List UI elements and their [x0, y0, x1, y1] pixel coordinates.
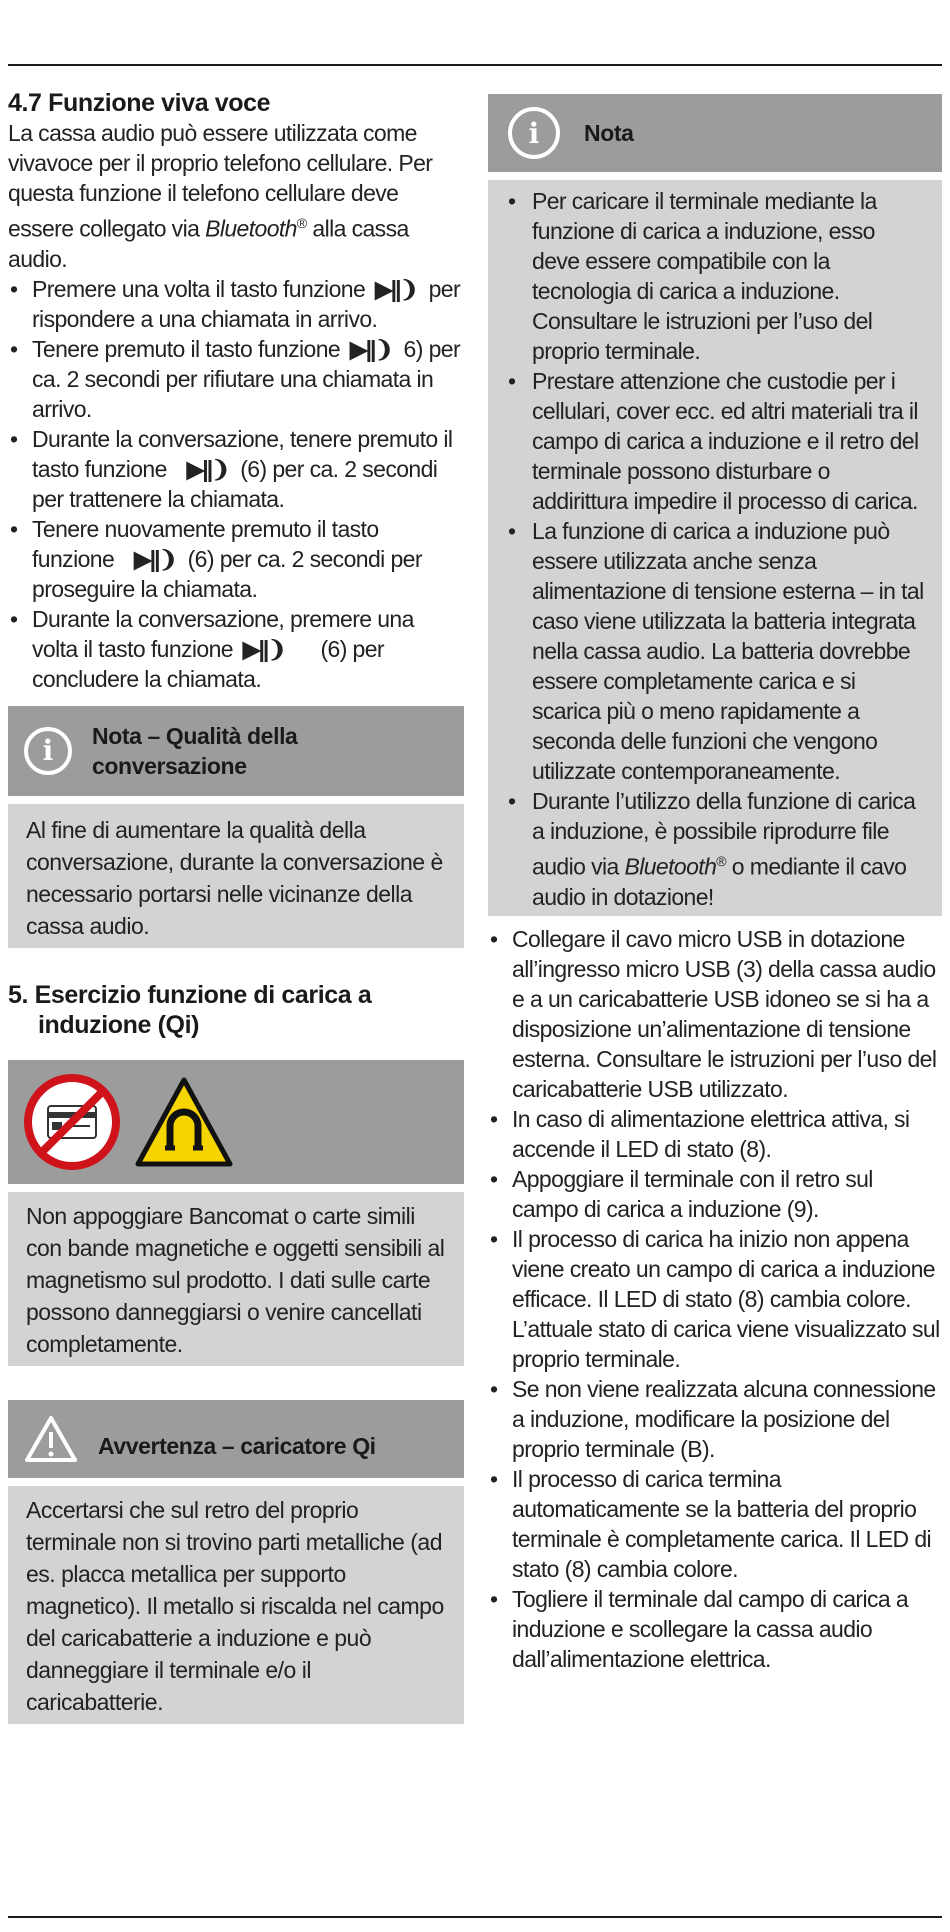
- section-heading-5: 5. Esercizio funzione di carica a induzione (Qi): [8, 980, 372, 1039]
- play-pause-phone-icon: ▶||❩: [374, 275, 417, 302]
- list-item: • Togliere il terminale dal campo di carica a induzione e scollegare la cassa audio dall’alimentazione elettrica.: [488, 1584, 942, 1674]
- note-body: [488, 180, 942, 916]
- note-title: Nota: [584, 120, 634, 146]
- magnet-warning-header: [8, 1060, 464, 1184]
- top-rule: [8, 64, 942, 66]
- warning-triangle-icon: [24, 1414, 78, 1464]
- list-item: • Appoggiare il terminale con il retro sul campo di carica a induzione (9).: [488, 1164, 942, 1224]
- charging-steps: [488, 924, 942, 1674]
- intro-text-1: La cassa audio può essere utilizzata come vivavoce per il proprio telefono cellulare. Per questa funzione il telefono cellulare deve essere collegato via: [8, 120, 433, 242]
- list-item: • In caso di alimentazione elettrica attiva, si accende il LED di stato (8).: [488, 1104, 942, 1164]
- qi-warning-body: Accertarsi che sul retro del proprio terminale non si trovino parti metalliche (ad es. placca metallica per supporto magnetico). Il metallo si riscalda nel campo del caricabatterie a induzione e può danneggiare il terminale e/o il caricabatterie.: [8, 1486, 464, 1724]
- qi-warning-title: Avvertenza – caricatore Qi: [98, 1432, 376, 1459]
- list-item: • Durante la conversazione, premere una volta il tasto funzione ▶||❩ (6) per concludere la chiamata.: [8, 604, 464, 694]
- play-pause-phone-icon: ▶||❩: [133, 545, 176, 572]
- play-pause-phone-icon: ▶||❩: [349, 335, 392, 362]
- list-item: • Il processo di carica termina automaticamente se la batteria del proprio terminale è completamente carica. Il LED di stato (8) cambia colore.: [488, 1464, 942, 1584]
- right-column: [488, 94, 942, 1674]
- section-heading-4-7: 4.7 Funzione viva voce: [8, 89, 271, 117]
- magnet-warning-box: [8, 1060, 464, 1366]
- info-icon: i: [508, 107, 560, 159]
- note-bullets: [506, 186, 926, 912]
- list-item: • Tenere premuto il tasto funzione ▶||❩ 6) per ca. 2 secondi per rifiutare una chiamata in arrivo.: [8, 334, 464, 424]
- qi-warning-header: [8, 1400, 464, 1478]
- list-item: • Tenere nuovamente premuto il tasto funzione ▶||❩ (6) per ca. 2 secondi per proseguire la chiamata.: [8, 514, 464, 604]
- play-pause-phone-icon: ▶||❩: [242, 635, 285, 662]
- qi-warning-box: [8, 1400, 464, 1724]
- left-column: [8, 88, 464, 1724]
- list-item: • Premere una volta il tasto funzione ▶||❩ per rispondere a una chiamata in arrivo.: [8, 274, 464, 334]
- info-icon: i: [24, 727, 72, 775]
- note-quality-body: Al fine di aumentare la qualità della conversazione, durante la conversazione è necessario portarsi nelle vicinanze della cassa audio.: [8, 804, 464, 948]
- bluetooth-term: Bluetooth: [624, 853, 717, 880]
- list-item: • Prestare attenzione che custodie per i cellulari, cover ecc. ed altri materiali tra il campo di carica a induzione e il retro del terminale possono disturbare o addirittura impedire il processo di carica.: [506, 366, 926, 516]
- intro-text-2: alla cassa audio.: [8, 215, 409, 272]
- note-header: [488, 94, 942, 172]
- bluetooth-term: Bluetooth: [205, 215, 297, 242]
- list-item: • Il processo di carica ha inizio non appena viene creato un campo di carica a induzione efficace. Il LED di stato (8) cambia colore. L’attuale stato di carica viene visualizzato sul proprio terminale.: [488, 1224, 942, 1374]
- list-item: • Durante l’utilizzo della funzione di carica a induzione, è possibile riprodurre file audio via Bluetooth® o mediante il cavo audio in dotazione!: [506, 786, 926, 912]
- registered-mark: ®: [296, 215, 307, 231]
- list-item: • La funzione di carica a induzione può essere utilizzata anche senza alimentazione di tensione esterna – in tal caso viene utilizzata la batteria integrata nella cassa audio. La batteria dovrebbe essere completamente carica e si scarica più o meno rapidamente a seconda delle funzioni che vengono utilizzate contemporaneamente.: [506, 516, 926, 786]
- registered-mark: ®: [716, 853, 726, 869]
- list-item: • Collegare il cavo micro USB in dotazione all’ingresso micro USB (3) della cassa audio e a un caricabatterie USB idoneo se si ha a disposizione un’alimentazione di tensione esterna. Consultare le istruzioni per l’uso del caricabatterie USB utilizzato.: [488, 924, 942, 1104]
- magnet-warning-body: Non appoggiare Bancomat o carte simili con bande magnetiche e oggetti sensibili al magnetismo sul prodotto. I dati sulle carte possono danneggiarsi o venire cancellati completamente.: [8, 1192, 464, 1366]
- intro-paragraph: [8, 118, 464, 274]
- list-item: • Durante la conversazione, tenere premuto il tasto funzione ▶||❩ (6) per ca. 2 secondi per trattenere la chiamata.: [8, 424, 464, 514]
- no-magnetic-cards-icon: [24, 1074, 120, 1170]
- note-box: [488, 94, 942, 916]
- note-quality-title: Nota – Qualità della conversazione: [92, 722, 298, 779]
- call-bullets: [8, 274, 464, 694]
- play-pause-phone-icon: ▶||❩: [186, 455, 229, 482]
- note-quality-header: [8, 706, 464, 796]
- bottom-rule: [8, 1916, 942, 1918]
- note-quality-box: [8, 706, 464, 948]
- list-item: • Per caricare il terminale mediante la funzione di carica a induzione, esso deve essere compatibile con la tecnologia di carica a induzione. Consultare le istruzioni per l’uso del proprio terminale.: [506, 186, 926, 366]
- list-item: • Se non viene realizzata alcuna connessione a induzione, modificare la posizione del proprio terminale (B).: [488, 1374, 942, 1464]
- magnetic-field-warning-icon: [134, 1076, 234, 1168]
